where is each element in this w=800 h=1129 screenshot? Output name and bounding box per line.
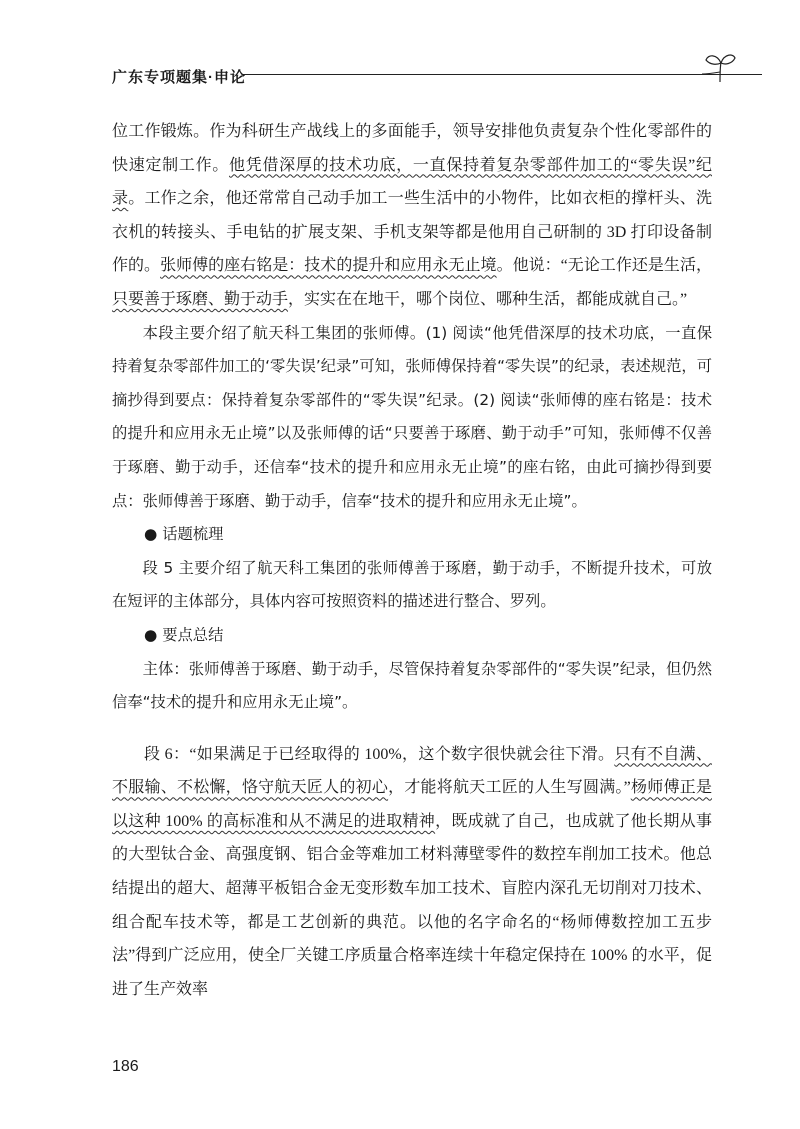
text-segment: ，实实在在地干，哪个岗位、哪种生活，都能成就自己。” (288, 290, 688, 308)
text-segment: 。他说：“无论工作还是生活， (496, 257, 712, 275)
book-title: 广东专项题集·申论 (112, 69, 246, 86)
underlined-text: 张师傅的座右铭是：技术的提升和应用永无止境 (160, 257, 497, 275)
section-heading-summary: ● 要点总结 (144, 625, 224, 644)
paragraph-6 (112, 738, 712, 1007)
underlined-text: 只要善于琢磨、勤于动手 (112, 290, 289, 308)
text-segment: ，才能将航天工匠的人生写圆满。” (388, 779, 631, 797)
spacer (112, 720, 712, 738)
underlined-text: 只有不自满、不服输、不松懈，恪守航天匠人的初心 (112, 745, 712, 797)
text-segment: 。工作之余，他还常常自己动手加工一些生活中的小物件，比如衣柜的撑杆头、洗衣机的转接头、手电钻的扩展支架、手机支架等都是他用自己研制的 3D 打印设备制作的。 (112, 190, 712, 275)
paragraph-1 (112, 115, 712, 317)
running-header (112, 52, 712, 92)
analysis-paragraph: 本段主要介绍了航天科工集团的张师傅。(1) 阅读“他凭借深厚的技术功底，一直保持着复杂零部件加工的‘零失误’纪录”可知，张师傅保持着“零失误”的纪录，表述规范，可摘抄得到要点：保持着复杂零部件的“零失误”纪录。(2) 阅读“张师傅的座右铭是：技术的提升和应用永无止境”以及张师傅的话“只要善于琢磨、勤于动手”可知，张师傅不仅善于琢磨、勤于动手，还信奉“技术的提升和应用永无止境”的座右铭，由此可摘抄得到要点：张师傅善于琢磨、勤于动手，信奉“技术的提升和应用永无止境”。 (112, 323, 712, 510)
section-heading-topic: ● 话题梳理 (144, 525, 224, 544)
topic-paragraph: 段 5 主要介绍了航天科工集团的张师傅善于琢磨，勤于动手，不断提升技术，可放在短评的主体部分，具体内容可按照资料的描述进行整合、罗列。 (112, 558, 712, 611)
summary-paragraph: 主体：张师傅善于琢磨、勤于动手，尽管保持着复杂零部件的“零失误”纪录，但仍然信奉“技术的提升和应用永无止境”。 (112, 659, 712, 712)
underlined-text: 他凭借深厚的技术功底，一直保持着复杂零部件加工的“零失误”纪录 (112, 156, 712, 208)
text-segment: 段 6：“如果满足于已经取得的 100%，这个数字很快就会往下滑。 (144, 745, 615, 763)
sprout-icon (700, 48, 740, 88)
text-segment: 位工作锻炼。作为科研生产战线上的多面能手，领导安排他负责复杂个性化零部件的快速定制工作。 (112, 123, 712, 174)
header-rule (242, 74, 762, 75)
page-number: 186 (112, 1058, 139, 1075)
text-segment: ，既成就了自己，也成就了他长期从事的大型钛合金、高强度钢、铝合金等难加工材料薄壁零件的数控车削加工技术。他总结提出的超大、超薄平板铝合金无变形数车加工技术、盲腔内深孔无切削对刀技术、组合配车技术等，都是工艺创新的典范。以他的名字命名的“杨师傅数控加工五步法”得到广泛应用，使全厂关键工序质量合格率连续十年稳定保持在 100% 的水平，促进了生产效率 (112, 812, 712, 998)
underlined-text: 杨师傅正是以这种 100% 的高标准和从不满足的进取精神 (112, 779, 712, 830)
page-body (112, 115, 712, 1006)
